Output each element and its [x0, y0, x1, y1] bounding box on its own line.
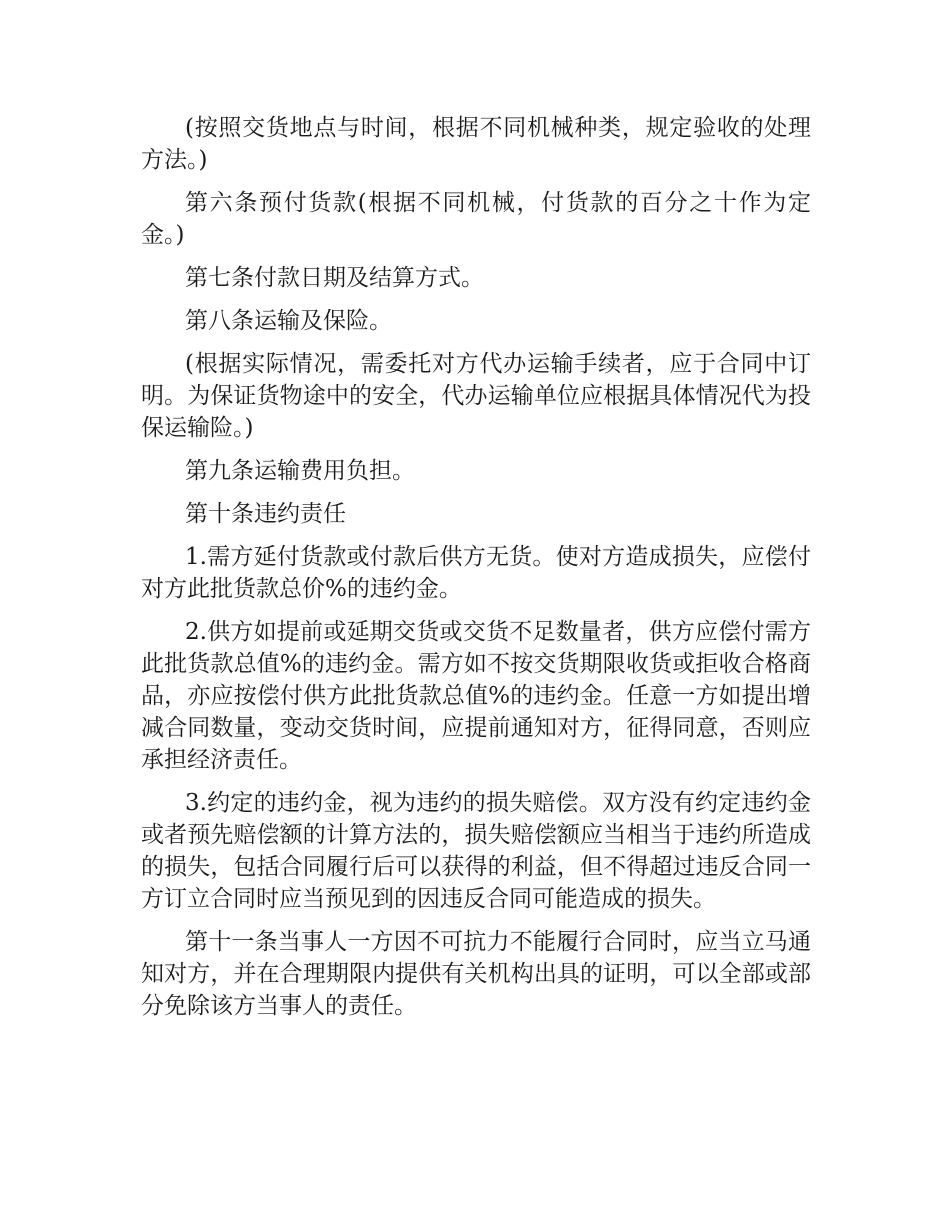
paragraph-acceptance-method: (按照交货地点与时间，根据不同机械种类，规定验收的处理方法。) [141, 115, 811, 173]
paragraph-article-6-prepayment: 第六条预付货款(根据不同机械，付货款的百分之十作为定金。) [141, 190, 811, 248]
paragraph-transport-note: (根据实际情况，需委托对方代办运输手续者，应于合同中订明。为保证货物途中的安全，代办运输单位应根据具体情况代为投保运输险。) [141, 351, 811, 441]
paragraph-article-11-force-majeure: 第十一条当事人一方因不可抗力不能履行合同时，应当立马通知对方，并在合理期限内提供有关机构出具的证明，可以全部或部分免除该方当事人的责任。 [141, 929, 811, 1019]
paragraph-article-7-payment: 第七条付款日期及结算方式。 [185, 265, 484, 291]
document-body [141, 112, 811, 1033]
paragraph-article-9-transport-cost: 第九条运输费用负担。 [185, 458, 415, 484]
paragraph-liability-item-1: 1.需方延付货款或付款后供方无货。使对方造成损失，应偿付对方此批货款总价%的违约金。 [141, 544, 811, 602]
paragraph-liability-item-2: 2.供方如提前或延期交货或交货不足数量者，供方应偿付需方此批货款总值%的违约金。需方如不按交货期限收货或拒收合格商品，亦应按偿付供方此批货款总值%的违约金。任意一方如提出增减合同数量，变动交货时间，应提前通知对方，征得同意，否则应承担经济责任。 [141, 619, 811, 773]
paragraph-article-8-transport: 第八条运输及保险。 [185, 308, 392, 334]
paragraph-liability-item-3: 3.约定的违约金，视为违约的损失赔偿。双方没有约定违约金或者预先赔偿额的计算方法的，损失赔偿额应当相当于违约所造成的损失，包括合同履行后可以获得的利益，但不得超过违反合同一方订立合同时应当预见到的因违反合同可能造成的损失。 [141, 790, 811, 912]
paragraph-article-10-liability: 第十条违约责任 [185, 501, 346, 527]
